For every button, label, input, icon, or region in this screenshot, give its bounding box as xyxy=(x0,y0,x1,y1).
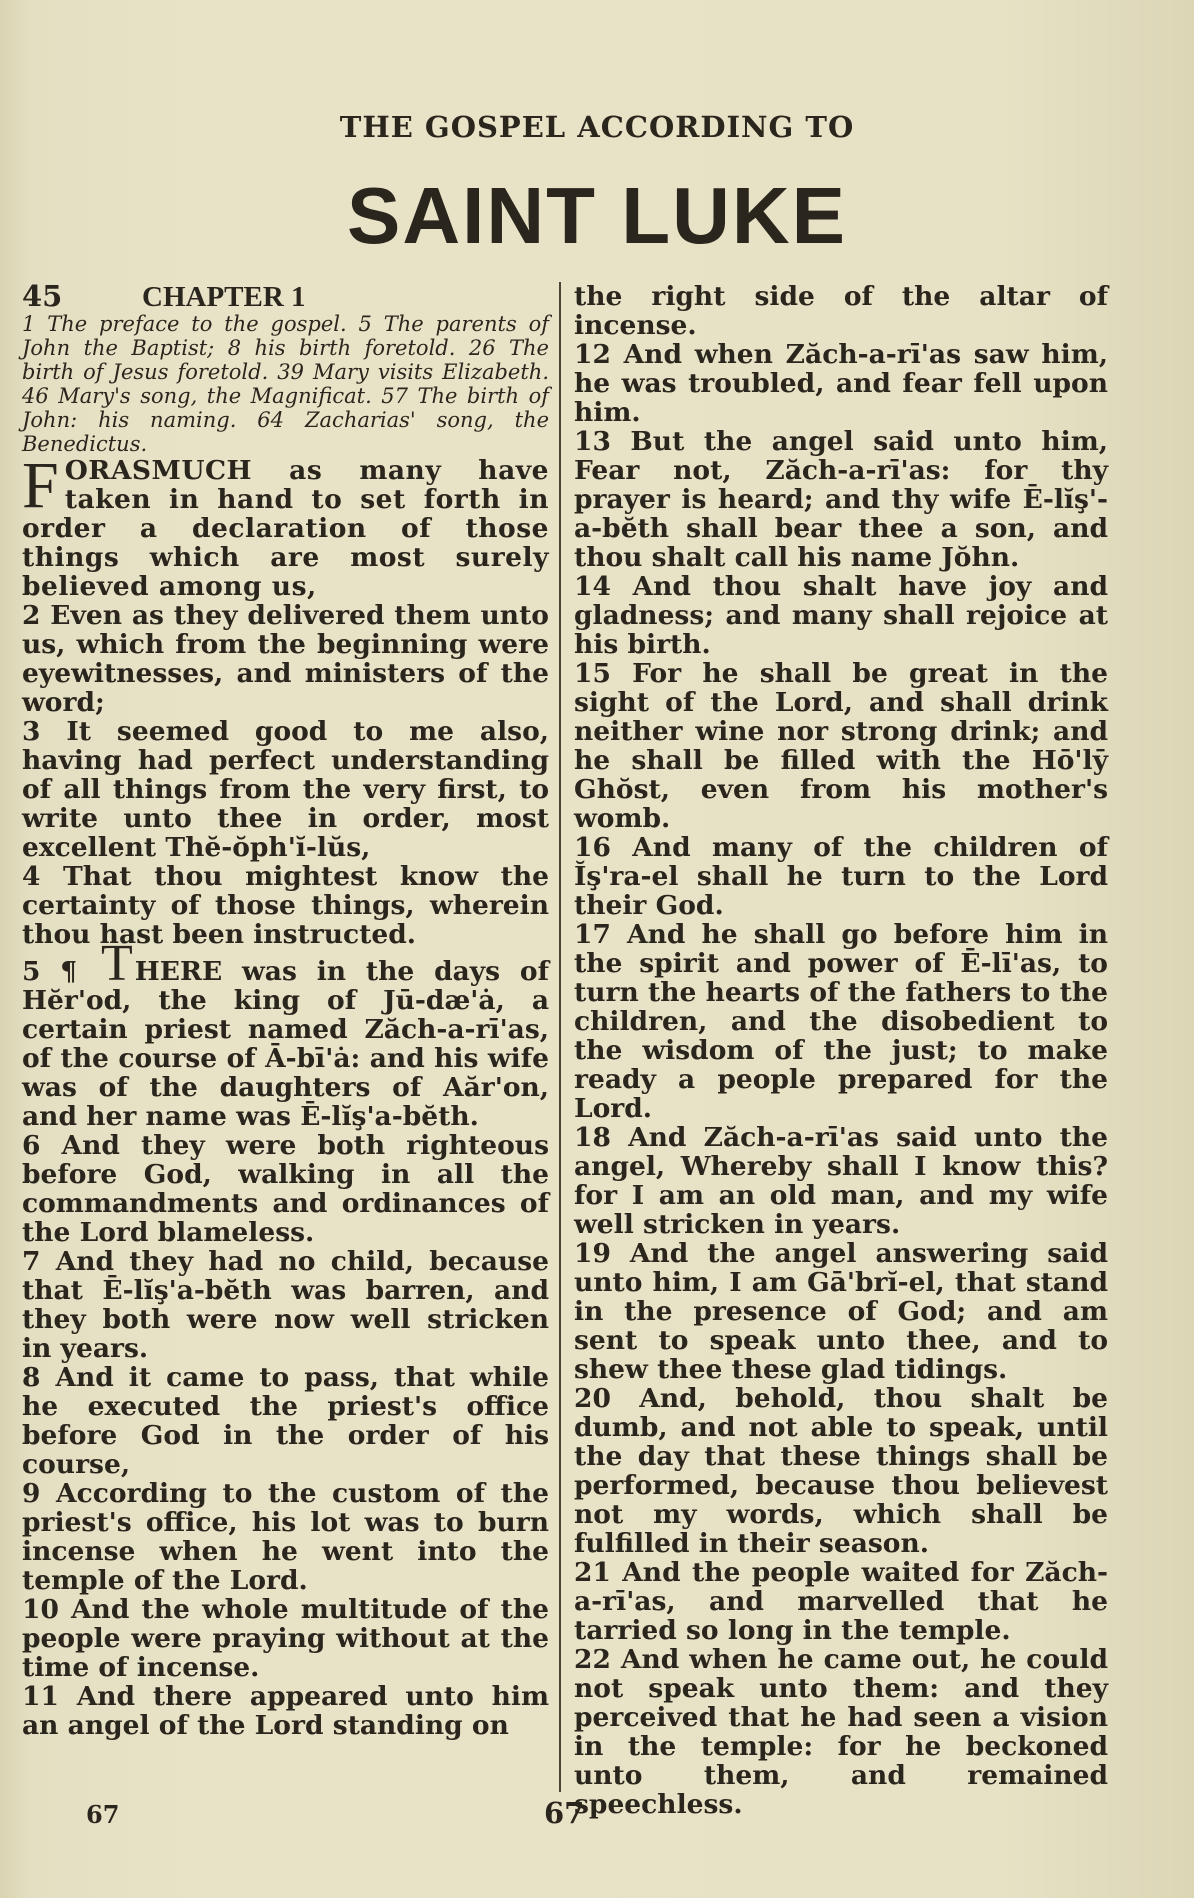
verse-11: 11 And there appeared unto him an angel of the Lord standing on xyxy=(22,1681,549,1741)
chapter-line xyxy=(22,279,549,313)
verse-11-continued: the right side of the altar of incense. xyxy=(574,281,1108,341)
verse-6: 6 And they were both righteous before God, walking in all the commandments and ordinances of the Lord blameless. xyxy=(22,1130,549,1248)
verse-15: 15 For he shall be great in the sight of the Lord, and shall drink neither wine nor strong drink; and he shall be filled with the Hō'lȳ Ghŏst, even from his mother's womb. xyxy=(574,658,1108,834)
verse-10: 10 And the whole multitude of the people were praying without at the time of incense. xyxy=(22,1594,549,1683)
folio-left: 67 xyxy=(86,1800,120,1829)
chapter-number: 45 xyxy=(22,279,63,313)
verse-1 xyxy=(22,449,549,602)
verse-5-number: 5 ¶ xyxy=(22,956,78,987)
verse-17: 17 And he shall go before him in the spirit and power of Ē-lī'as, to turn the hearts of the fathers to the children, and the disobedient to the wisdom of the just; to make ready a people prepared for the Lord. xyxy=(574,919,1108,1124)
page-number: 67 xyxy=(544,1796,585,1830)
verse-18: 18 And Zăch-a-rī'as said unto the angel, Whereby shall I know this? for I am an old man, and my wife well stricken in years. xyxy=(574,1122,1108,1240)
verse-2: 2 Even as they delivered them unto us, which from the beginning were eyewitnesses, and ministers of the word; xyxy=(22,600,549,718)
drop-cap-t: T xyxy=(100,935,133,992)
verse-12: 12 And when Zăch-a-rī'as saw him, he was troubled, and fear fell upon him. xyxy=(574,339,1108,428)
book-title: SAINT LUKE xyxy=(347,171,847,260)
verse-5-text: HERE was in the days of Hĕr'od, the king of Jū-dæ'ȧ, a certain priest named Zăch-a-rī'as, of the course of Ā-bī'ȧ: and his wife was of the daughters of Aăr'on, and her name was Ē-lĭş'a-bĕth. xyxy=(22,956,549,1132)
drop-cap-f: F xyxy=(22,449,59,522)
verse-5 xyxy=(22,935,549,1132)
verse-21: 21 And the people waited for Zăch-a-rī'as, and marvelled that he tarried so long in the temple. xyxy=(574,1557,1108,1646)
verse-1-text: ORASMUCH as many have taken in hand to set forth in order a declaration of those things which are most surely believed among us, xyxy=(22,455,549,602)
verse-13: 13 But the angel said unto him, Fear not, Zăch-a-rī'as: for thy prayer is heard; and thy wife Ē-lĭş'-a-bĕth shall bear thee a son, and thou shalt call his name Jŏhn. xyxy=(574,426,1108,573)
verse-22: 22 And when he came out, he could not speak unto them: and they perceived that he had seen a vision in the temple: for he beckoned unto them, and remained speechless. xyxy=(574,1644,1108,1820)
running-head: THE GOSPEL ACCORDING TO xyxy=(339,110,855,144)
verse-19: 19 And the angel answering said unto him, I am Gā'brĭ-el, that stand in the presence of God; and am sent to speak unto thee, and to shew thee these glad tidings. xyxy=(574,1238,1108,1385)
verse-8: 8 And it came to pass, that while he executed the priest's office before God in the order of his course, xyxy=(22,1362,549,1480)
verse-3: 3 It seemed good to me also, having had perfect understanding of all things from the very first, to write unto thee in order, most excellent Thĕ-ŏph'ĭ-lŭs, xyxy=(22,716,549,863)
chapter-summary: 1 The preface to the gospel. 5 The parents of John the Baptist; 8 his birth foretold. 26 The birth of Jesus foretold. 39 Mary visits Elizabeth. 46 Mary's song, the Magnificat. 57 The birth of John: his naming. 64 Zacharias' song, the Benedictus. xyxy=(22,312,549,456)
verse-7: 7 And they had no child, because that Ē-lĭş'a-bĕth was barren, and they both were now well stricken in years. xyxy=(22,1246,549,1364)
right-column xyxy=(574,282,1108,1819)
verse-20: 20 And, behold, thou shalt be dumb, and not able to speak, until the day that these things shall be performed, because thou believest not my words, which shall be fulfilled in their season. xyxy=(574,1383,1108,1559)
verse-4: 4 That thou mightest know the certainty of those things, wherein thou hast been instructed. xyxy=(22,861,549,950)
column-divider xyxy=(559,282,561,1792)
chapter-heading: CHAPTER 1 xyxy=(142,281,306,313)
verse-9: 9 According to the custom of the priest's office, his lot was to burn incense when he went into the temple of the Lord. xyxy=(22,1478,549,1596)
verse-16: 16 And many of the children of Ĭş'ra-el shall he turn to the Lord their God. xyxy=(574,832,1108,921)
left-column xyxy=(22,279,549,1741)
verse-14: 14 And thou shalt have joy and gladness; and many shall rejoice at his birth. xyxy=(574,571,1108,660)
